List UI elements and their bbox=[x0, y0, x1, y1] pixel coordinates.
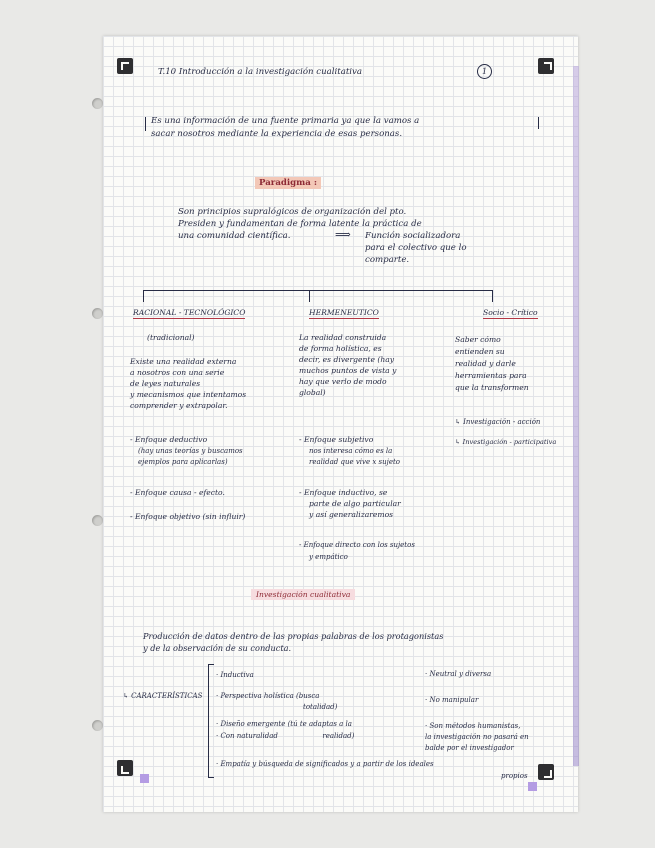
cualitativa-definition: y de la observación de su conducta. bbox=[143, 643, 292, 653]
column-heading-text: Socio - Crítico bbox=[483, 308, 538, 317]
tree-stem bbox=[143, 290, 144, 302]
paradigma-line: Presiden y fundamentan de forma latente la práctica de bbox=[178, 219, 422, 229]
implies-arrow-icon: ⟹ bbox=[335, 228, 351, 241]
racional-sub: (tradicional) bbox=[147, 333, 195, 342]
caracteristica-left: totalidad) bbox=[303, 703, 338, 711]
margin-bracket bbox=[145, 117, 146, 131]
caracteristicas-bracket bbox=[208, 664, 214, 778]
hermeneutico-p4-line: y empático bbox=[309, 553, 348, 561]
binder-hole bbox=[92, 308, 103, 319]
racional-p1-line: Existe una realidad externa bbox=[130, 357, 237, 366]
cualitativa-heading-text: Investigación cualitativa bbox=[251, 589, 355, 600]
page-corner-mark-icon bbox=[117, 58, 133, 74]
socio-p1-line: Saber cómo bbox=[455, 335, 501, 344]
socio-p1-line: realidad y darle bbox=[455, 359, 516, 368]
cualitativa-definition: Producción de datos dentro de las propias palabras de los protagonistas bbox=[143, 631, 444, 641]
paradigma-function: Función socializadora bbox=[365, 231, 461, 241]
tree-stem bbox=[309, 290, 310, 302]
column-heading-text: RACIONAL - TECNOLÓGICO bbox=[133, 308, 246, 317]
caracteristica-left: · Inductiva bbox=[216, 671, 254, 679]
paradigma-function: para el colectivo que lo bbox=[365, 243, 467, 253]
racional-p2-line: - Enfoque deductivo bbox=[130, 435, 208, 444]
racional-p1-line: comprender y extrapolar. bbox=[130, 401, 228, 410]
hermeneutico-p1-line: decir, es divergente (hay bbox=[299, 355, 395, 364]
socio-p1-line: entienden su bbox=[455, 347, 505, 356]
racional-p4: - Enfoque objetivo (sin influir) bbox=[130, 512, 246, 521]
caracteristica-left: · Perspectiva holística (busca bbox=[216, 692, 320, 700]
hermeneutico-p2-line: realidad que vive x sujeto bbox=[309, 458, 400, 466]
racional-p1-line: a nosotros con una serie bbox=[130, 368, 225, 377]
intro-line: sacar nosotros mediante la experiencia de esas personas. bbox=[151, 129, 403, 139]
column-heading-socio bbox=[483, 307, 538, 319]
socio-p3: ↳ Investigación - participativa bbox=[455, 438, 557, 446]
paradigma-heading bbox=[255, 177, 321, 189]
page-title: T.10 Introducción a la investigación cualitativa bbox=[158, 67, 363, 77]
caracteristica-right: la investigación no pasará en bbox=[425, 733, 529, 741]
racional-p2-line: (hay unas teorías y buscamos bbox=[138, 447, 243, 455]
page-corner-mark-icon bbox=[538, 58, 554, 74]
hermeneutico-p3-line: y así generalizaremos bbox=[309, 510, 394, 519]
intro-line: Es una información de una fuente primaria ya que la vamos a bbox=[151, 116, 420, 126]
tree-stem bbox=[492, 290, 493, 302]
caracteristica-right: · Son métodos humanistas, bbox=[425, 722, 521, 730]
notebook-page bbox=[103, 36, 578, 812]
caracteristica-left: · Empatía y búsqueda de significados y a partir de los ideales bbox=[216, 760, 434, 768]
caracteristica-left: · Con naturalidad realidad) bbox=[216, 732, 355, 740]
socio-p2: ↳ Investigación - acción bbox=[455, 418, 541, 426]
paradigma-line: Son principios supralógicos de organización del pto. bbox=[178, 207, 407, 217]
page-corner-mark-icon bbox=[117, 760, 133, 776]
hermeneutico-p3-line: - Enfoque inductivo, se bbox=[299, 488, 388, 497]
caracteristica-right: balde por el investigador bbox=[425, 744, 514, 752]
hermeneutico-p1-line: global) bbox=[299, 388, 326, 397]
paradigma-function: comparte. bbox=[365, 255, 410, 265]
column-heading-text: HERMENEUTICO bbox=[309, 308, 379, 317]
accent-square bbox=[140, 774, 149, 783]
hermeneutico-p1-line: hay que verlo de modo bbox=[299, 377, 387, 386]
page-number: 1 bbox=[477, 64, 492, 79]
cualitativa-heading bbox=[251, 589, 355, 601]
caracteristicas-label: ↳ CARACTERÍSTICAS bbox=[123, 692, 203, 700]
racional-p3: - Enfoque causa - efecto. bbox=[130, 488, 225, 497]
column-heading-hermeneutico bbox=[309, 307, 379, 319]
hermeneutico-p2-line: nos interesa cómo es la bbox=[309, 447, 393, 455]
racional-p1-line: de leyes naturales bbox=[130, 379, 201, 388]
hermeneutico-p1-line: muchos puntos de vista y bbox=[299, 366, 397, 375]
hermeneutico-p2-line: - Enfoque subjetivo bbox=[299, 435, 374, 444]
binder-hole bbox=[92, 98, 103, 109]
page-edge-accent bbox=[573, 66, 579, 766]
margin-bracket bbox=[538, 117, 539, 129]
caracteristica-right: · Neutral y diversa bbox=[425, 670, 492, 678]
socio-p1-line: que la transformen bbox=[455, 383, 529, 392]
caracteristica-right: · No manipular bbox=[425, 696, 479, 704]
page-corner-mark-icon bbox=[538, 764, 554, 780]
hermeneutico-p1-line: La realidad construida bbox=[299, 333, 387, 342]
socio-p1-line: herramientas para bbox=[455, 371, 527, 380]
caracteristica-left: · Diseño emergente (tú te adaptas a la bbox=[216, 720, 352, 728]
accent-square bbox=[528, 782, 537, 791]
racional-p1-line: y mecanismos que intentamos bbox=[130, 390, 247, 399]
racional-p2-line: ejemplos para aplicarlas) bbox=[138, 458, 228, 466]
binder-hole bbox=[92, 720, 103, 731]
paradigma-heading-text: Paradigma : bbox=[255, 177, 321, 189]
hermeneutico-p3-line: parte de algo particular bbox=[309, 499, 401, 508]
hermeneutico-p1-line: de forma holística, es bbox=[299, 344, 382, 353]
binder-hole bbox=[92, 515, 103, 526]
hermeneutico-p4-line: - Enfoque directo con los sujetos bbox=[299, 541, 415, 549]
tree-bar bbox=[143, 290, 493, 291]
caracteristica-right: propios bbox=[501, 772, 528, 780]
column-heading-racional bbox=[133, 307, 245, 319]
paradigma-line: una comunidad científica. bbox=[178, 231, 291, 241]
